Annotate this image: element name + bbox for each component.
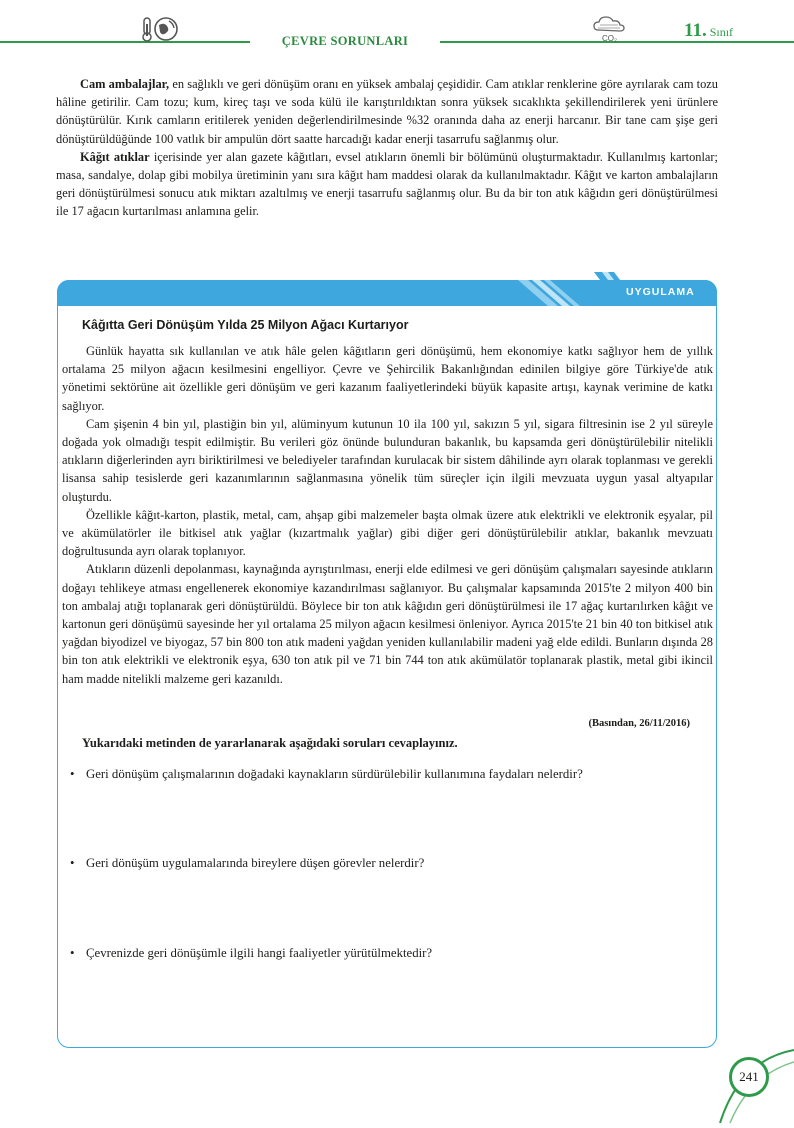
section-title: ÇEVRE SORUNLARI [250, 34, 440, 49]
co2-label: CO₂ [602, 34, 618, 43]
article-body [62, 342, 713, 688]
question-item [70, 856, 424, 871]
glass-text: en sağlıklı ve geri dönüşüm oranı en yüksek ambalaj çeşididir. Cam atıklar renklerine göre ayrılarak cam tozu hâline getirilir. Cam tozu; kum, kireç taşı ve soda külü ile karıştırıldıktan sonra yüksek sıcaklıkta şekillendirilerek yeni ürünlere dönüştürülür. Kırık camların eritilerek yeniden değerlendirilmesinde %32 oranında daha az enerji harcanır. Bir tane cam şişe geri dönüştürüldüğünde 100 vatlık bir ampulün dört saatte harcadığı kadar enerji tasarrufu sağlanmış olur. [56, 77, 718, 146]
bullet: • [70, 946, 75, 960]
cloud-co2-icon [592, 14, 628, 49]
glass-term: Cam ambalajlar, [80, 77, 170, 91]
bullet: • [70, 767, 75, 781]
intro-paragraph-glass [56, 75, 718, 148]
thermometer-globe-icon [140, 14, 182, 49]
article-paragraph: Özellikle kâğıt-karton, plastik, metal, cam, ahşap gibi malzemeler başta olmak üzere atık elektrikli ve elektronik eşyalar, pil ve akümülatörler ile bitkisel atık yağlar (kızartmalık yağlar) gibi diğer geri dönüştürülebilir atıklar, bakanlık mevzuatı doğrultusunda ayrı olarak toplanıyor. [62, 507, 713, 559]
paper-term: Kâğıt atıklar [80, 149, 150, 164]
intro-paragraph-paper [56, 148, 718, 221]
paper-text: içerisinde yer alan gazete kâğıtları, evsel atıkların önemli bir bölümünü oluşturmaktadır. Kullanılmış kartonlar; masa, sandalye, dolap gibi mobilya üretiminin yanı sıra kâğıt ham maddesi olarak da kullanılmaktadır. Kâğıt ve karton ambalajların geri dönüştürülmesi sonucu atık miktarı azaltılmış ve enerji tasarrufu sağlanmış olur. Bu da bir ton atık kâğıdın geri dönüştürülmesi ile 17 ağacın kurtarılması anlamına gelir. [56, 149, 718, 219]
activity-label: UYGULAMA [626, 286, 695, 298]
article-title: Kâğıtta Geri Dönüşüm Yılda 25 Milyon Ağacı Kurtarıyor [82, 318, 409, 332]
article-source: (Basından, 26/11/2016) [588, 718, 690, 729]
question-item [70, 767, 583, 782]
page-number: 241 [729, 1057, 769, 1097]
article-paragraph: Cam şişenin 4 bin yıl, plastiğin bin yıl, alüminyum kutunun 10 ila 100 yıl, sakızın 5 yıl, sigara filtresinin ise 2 yıl süreyle doğada yok olmadığı tespit edilmiştir. Bu verileri göz önünde bulunduran bakanlık, bu kapsamda geri dönüştürülebilir nitelikli atıkların diğerlerinden ayrı biriktirilmesi ve belediyeler tarafından kurulacak bir sistem dâhilinde ayrı olarak toplanması ve gerekli lisansa sahip tesislerde geri kazanımlarının sağlanmasına yönelik tüm süreçler için ilgili mevzuata uygun yasal altyapılar oluşturdu. [62, 416, 713, 504]
instruction-text: Yukarıdaki metinden de yararlanarak aşağıdaki soruları cevaplayınız. [82, 736, 458, 750]
question-text: Çevrenizde geri dönüşümle ilgili hangi faaliyetler yürütülmektedir? [86, 946, 433, 960]
question-item [70, 946, 432, 961]
header-rule-left [0, 41, 250, 43]
grade-label: Sınıf [709, 25, 734, 39]
intro-text [56, 75, 718, 221]
bullet: • [70, 856, 75, 870]
header-stripes-decoration [518, 272, 628, 313]
grade-number: 11. [684, 20, 707, 41]
grade-indicator [684, 20, 733, 42]
article-paragraph: Atıkların düzenli depolanması, kaynağında ayrıştırılması, enerji elde edilmesi ve geri dönüşüm çalışmaları sayesinde atıkların doğayı tehlikeye atması engellenerek ekonomiye kazandırılması sağlanıyor. Bu çalışmalar kapsamında 2015'te 2 milyon 400 bin ton ambalaj atığı toplanarak geri dönüştürüldü. Böylece bir ton atık kâğıdın geri dönüştürülmesi ile 17 ağaç kurtarılırken kâğıt ve kartonun geri dönüşümü sayesinde her yıl ortalama 25 milyon ağacın kesilmesi önleniyor. Ayrıca 2015'te 21 bin 40 ton bitkisel atık yağdan biyodizel ve biyogaz, 57 bin 800 ton atık madeni yağdan yeniden kullanılabilir madeni yağ elde edildi. Bunların dışında 28 bin ton atık elektrikli ve elektronik eşya, 630 ton atık pil ve 71 bin 744 ton atık akümülatör toplanarak plastik, metal gibi ikincil ham madde nitelikli malzeme geri kazanıldı. [62, 562, 713, 686]
article-paragraph: Günlük hayatta sık kullanılan ve atık hâle gelen kâğıtların geri dönüşümü, hem ekonomiye katkı sağlıyor hem de yıllık ortalama 25 milyon ağacın kesilmesini engelliyor. Çevre ve Şehircilik Bakanlığından edinilen bilgiye göre Türkiye'de atık yönetimi sektörüne ait özellikle geri dönüşüm ve geri kazanım faaliyetlerindeki büyük kapasite artışı, kaynak verimine de katkı sağlıyor. [62, 344, 713, 413]
question-text: Geri dönüşüm uygulamalarında bireylere düşen görevler nelerdir? [86, 856, 425, 870]
question-text: Geri dönüşüm çalışmalarının doğadaki kaynakların sürdürülebilir kullanımına faydaları nelerdir? [86, 767, 583, 781]
